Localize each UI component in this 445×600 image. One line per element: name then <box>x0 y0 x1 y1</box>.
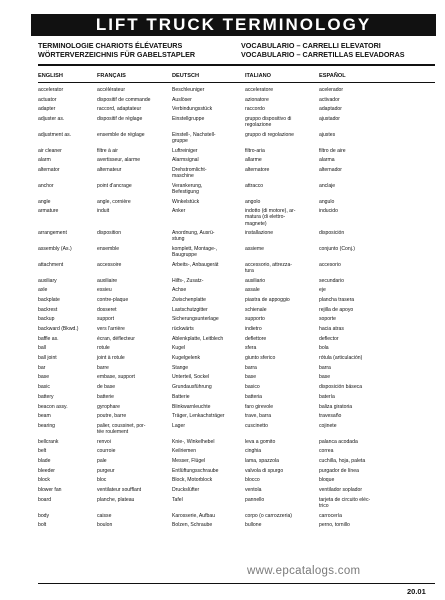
cell-german: komplett, Montage-, Baugruppe <box>172 246 218 259</box>
cell-italian: ventola <box>245 487 262 494</box>
cell-spanish: bloque <box>319 477 335 484</box>
table-row <box>0 87 445 97</box>
cell-english: arrangement <box>38 230 67 237</box>
cell-german: Ablenkplatte, Leitblech <box>172 335 224 342</box>
title-italian: VOCABULARIO – CARRELLI ELEVATORI <box>241 41 381 50</box>
cell-german: Karosserie, Aufbau <box>172 512 216 519</box>
cell-german: Träger, Lenkachsträger <box>172 413 225 420</box>
table-row <box>0 413 445 423</box>
cell-italian: schienale <box>245 306 267 313</box>
cell-english: assembly (As.) <box>38 246 72 252</box>
cell-french: dosseret <box>97 306 117 313</box>
cell-italian: trave, barra <box>245 413 272 420</box>
table-row <box>0 355 445 365</box>
cell-italian: piastra de appoggio <box>245 296 290 303</box>
column-header-spanish: ESPAÑOL <box>319 73 346 79</box>
footer-divider <box>38 583 435 584</box>
cell-italian: faro girevole <box>245 403 274 410</box>
cell-english: axle <box>38 287 48 294</box>
title-french: TERMINOLOGIE CHARIOTS ÉLÉVATEURS <box>38 41 183 50</box>
cell-english: bearing <box>38 422 55 429</box>
cell-english: armature <box>38 208 59 215</box>
cell-spanish: anclaje <box>319 182 336 189</box>
cell-spanish: carrocería <box>319 512 342 519</box>
column-header-divider <box>38 82 435 83</box>
cell-italian: assale <box>245 287 260 294</box>
table-row <box>0 297 445 307</box>
cell-english: adapter <box>38 106 56 113</box>
cell-italian: deflettore <box>245 335 267 342</box>
cell-spanish: alarma <box>319 157 335 164</box>
table-row <box>0 513 445 523</box>
cell-spanish: ajustador <box>319 116 340 123</box>
cell-italian: pannello <box>245 496 265 503</box>
cell-spanish: batería <box>319 393 335 400</box>
cell-french: alternateur <box>97 167 122 174</box>
cell-german: Arbeits-, Anbaugerät <box>172 261 219 268</box>
cell-french: accessoire <box>97 261 122 268</box>
cell-german: Grundausführung <box>172 384 212 391</box>
cell-german: Anordnung, Ausrü- stung <box>172 230 215 243</box>
cell-spanish: tarjeta de circuito eléc- trico <box>319 496 371 509</box>
cell-german: Hilfs-, Zusatz- <box>172 277 204 284</box>
cell-french: planche, plateau <box>97 496 135 503</box>
cell-italian: cuscinetto <box>245 422 268 429</box>
cell-french: barre <box>97 364 109 371</box>
table-row <box>0 97 445 107</box>
cell-german: Beschleuniger <box>172 87 205 93</box>
cell-french: ensemble <box>97 246 120 252</box>
cell-italian: cinghia <box>245 448 262 455</box>
cell-spanish: cuchilla, hoja, paleta <box>319 458 366 465</box>
cell-italian: accessorio, attrezza- tura <box>245 261 292 274</box>
cell-german: Winkelstück <box>172 198 200 205</box>
column-header-italian: ITALIANO <box>245 73 271 79</box>
cell-english: air cleaner <box>38 147 62 154</box>
cell-italian: lama, spazzola <box>245 458 279 465</box>
table-row <box>0 326 445 336</box>
cell-english: blower fan <box>38 487 62 494</box>
cell-spanish: acelerador <box>319 87 344 93</box>
table-row <box>0 458 445 468</box>
cell-spanish: baliza giratoria <box>319 403 353 410</box>
cell-english: backrest <box>38 306 58 313</box>
cell-italian: giunto sferico <box>245 355 276 362</box>
table-row <box>0 157 445 167</box>
table-row <box>0 307 445 317</box>
cell-french: dispositif de commande <box>97 96 151 103</box>
cell-spanish: angulo <box>319 198 335 205</box>
cell-spanish: hacia atras <box>319 326 344 333</box>
cell-english: bleeder <box>38 467 55 474</box>
cell-german: Entlüftungsschraube <box>172 467 219 474</box>
table-row <box>0 345 445 355</box>
table-row <box>0 439 445 449</box>
cell-spanish: base <box>319 374 331 381</box>
cell-german: Zwischenplatte <box>172 296 206 303</box>
cell-english: angle <box>38 198 51 205</box>
cell-french: pale <box>97 458 107 465</box>
cell-english: adjustment as. <box>38 131 72 138</box>
cell-english: beacon assy. <box>38 403 68 410</box>
cell-italian: gruppo di regolazione <box>245 131 294 138</box>
cell-french: ventilateur soufflant <box>97 487 142 494</box>
cell-spanish: eje <box>319 287 326 294</box>
cell-french: renvoi <box>97 438 111 445</box>
cell-italian: allarme <box>245 157 262 164</box>
cell-french: bloc <box>97 477 107 484</box>
cell-italian: sfera <box>245 345 257 352</box>
cell-french: raccord, adaptateur <box>97 106 142 113</box>
cell-english: battery <box>38 393 54 400</box>
cell-italian: filtro-aria <box>245 147 265 154</box>
cell-spanish: purgador de línea <box>319 467 359 474</box>
cell-german: Unterteil, Sockel <box>172 374 210 381</box>
title-german: WÖRTERVERZEICHNIS FÜR GABELSTAPLER <box>38 49 196 59</box>
cell-french: support <box>97 316 114 323</box>
cell-spanish: rótula (articulación) <box>319 355 363 362</box>
cell-german: Bolzen, Schraube <box>172 522 213 529</box>
cell-french: contre-plaque <box>97 296 129 303</box>
cell-french: poutre, barre <box>97 413 127 420</box>
cell-english: alternator <box>38 167 60 174</box>
cell-spanish: bola <box>319 345 329 352</box>
cell-german: Kugelgelenk <box>172 355 201 362</box>
cell-english: alarm <box>38 157 51 164</box>
table-row <box>0 404 445 414</box>
cell-english: anchor <box>38 182 54 189</box>
cell-french: vers l'arrière <box>97 326 125 333</box>
table-row <box>0 199 445 209</box>
column-header-german: DEUTSCH <box>172 73 200 79</box>
cell-french: embase, support <box>97 374 135 381</box>
cell-italian: corpo (o carrozzeria) <box>245 512 292 519</box>
cell-italian: ausiliario <box>245 277 266 284</box>
cell-german: Tafel <box>172 496 183 503</box>
cell-french: batterie <box>97 393 114 400</box>
cell-french: induit <box>97 208 110 215</box>
cell-english: ball joint <box>38 355 57 362</box>
cell-italian: basico <box>245 384 260 391</box>
cell-english: backward (Bkwd.) <box>38 326 79 333</box>
cell-german: Stange <box>172 364 189 371</box>
cell-spanish: adaptador <box>319 106 342 113</box>
cell-english: accelerator <box>38 87 64 93</box>
cell-german: Luftreiniger <box>172 147 198 154</box>
titles-left <box>38 42 195 59</box>
cell-german: Lastschutzgitter <box>172 306 208 313</box>
cell-english: body <box>38 512 50 519</box>
cell-english: blade <box>38 458 51 465</box>
table-row <box>0 468 445 478</box>
cell-french: point d'ancrage <box>97 182 132 189</box>
cell-german: Blinkwarnleuchte <box>172 403 211 410</box>
cell-spanish: filtro de aire <box>319 147 346 154</box>
cell-german: Lager <box>172 422 186 429</box>
cell-german: Kugel <box>172 345 186 352</box>
cell-spanish: deflector <box>319 335 339 342</box>
cell-italian: assieme <box>245 246 264 252</box>
cell-spanish: disposición báseca <box>319 384 363 391</box>
watermark-text: www.epcatalogs.com <box>247 565 361 577</box>
cell-french: courroie <box>97 448 116 455</box>
table-row <box>0 448 445 458</box>
table-row <box>0 106 445 116</box>
cell-french: de base <box>97 384 116 391</box>
cell-italian: bullone <box>245 522 262 529</box>
cell-english: base <box>38 374 50 381</box>
title-spanish: VOCABULARIO – CARRETILLAS ELEVADORAS <box>241 49 405 59</box>
cell-italian: gruppo dispositivo di regolazione <box>245 116 292 129</box>
cell-english: ball <box>38 345 46 352</box>
cell-spanish: activador <box>319 96 340 103</box>
cell-italian: raccordo <box>245 106 265 113</box>
cell-english: attachment <box>38 261 64 268</box>
table-row <box>0 365 445 375</box>
table-row <box>0 148 445 158</box>
table-row <box>0 522 445 532</box>
table-row <box>0 336 445 346</box>
cell-italian: blocco <box>245 477 260 484</box>
cell-spanish: palanca acodada <box>319 438 358 445</box>
cell-french: écran, déflecteur <box>97 335 135 342</box>
table-row <box>0 477 445 487</box>
cell-spanish: plancha trasera <box>319 296 355 303</box>
cell-german: Auslöser <box>172 96 192 103</box>
cell-spanish: inducido <box>319 208 338 215</box>
cell-french: rotule <box>97 345 110 352</box>
table-row <box>0 316 445 326</box>
cell-italian: acceleratore <box>245 87 274 93</box>
titles-right <box>241 42 405 59</box>
table-row <box>0 167 445 183</box>
cell-italian: indietro <box>245 326 262 333</box>
table-row <box>0 374 445 384</box>
cell-english: actuator <box>38 96 57 103</box>
cell-french: auxiliaire <box>97 277 118 284</box>
cell-italian: azionatore <box>245 96 269 103</box>
table-row <box>0 230 445 246</box>
cell-german: Block, Motorblock <box>172 477 213 484</box>
cell-spanish: ventilador soplador <box>319 487 363 494</box>
cell-english: basic <box>38 384 50 391</box>
cell-italian: alternatore <box>245 167 270 174</box>
cell-german: Drehstromlicht- maschine <box>172 167 207 180</box>
cell-french: gyrophare <box>97 403 120 410</box>
cell-german: Verankerung, Befestigung <box>172 182 203 195</box>
table-row <box>0 278 445 288</box>
cell-italian: indotto (di motore), ar- matura (di elettro- magnete) <box>245 208 296 227</box>
cell-english: auxiliary <box>38 277 57 284</box>
table-row <box>0 384 445 394</box>
cell-german: Einstell-, Nachstell- gruppe <box>172 131 216 144</box>
cell-german: Sicherungsunterlage <box>172 316 219 323</box>
table-row <box>0 394 445 404</box>
table-row <box>0 287 445 297</box>
cell-spanish: barra <box>319 364 331 371</box>
cell-italian: batteria <box>245 393 262 400</box>
cell-italian: base <box>245 374 257 381</box>
table-row <box>0 262 445 278</box>
cell-italian: supporto <box>245 316 265 323</box>
cell-french: boulon <box>97 522 113 529</box>
cell-spanish: disposición <box>319 230 345 237</box>
page-banner-title: LIFT TRUCK TERMINOLOGY <box>31 14 436 36</box>
cell-french: filtre à air <box>97 147 118 154</box>
cell-german: Batterie <box>172 393 190 400</box>
cell-english: belt <box>38 448 47 455</box>
cell-german: Druckslüfter <box>172 487 200 494</box>
cell-english: backup <box>38 316 55 323</box>
cell-german: Knie-, Winkelhebel <box>172 438 215 445</box>
cell-french: angle, cornière <box>97 198 131 205</box>
cell-english: board <box>38 496 52 503</box>
table-row <box>0 423 445 439</box>
cell-french: dispositif de réglage <box>97 116 143 123</box>
table-row <box>0 487 445 497</box>
table-row <box>0 132 445 148</box>
table-row <box>0 208 445 230</box>
cell-spanish: cojinete <box>319 422 337 429</box>
cell-french: purgeur <box>97 467 115 474</box>
cell-spanish: rejilla de apoyo <box>319 306 354 313</box>
cell-italian: installazione <box>245 230 274 237</box>
cell-german: rückwärts <box>172 326 194 333</box>
cell-english: beam <box>38 413 51 420</box>
cell-english: block <box>38 477 50 484</box>
cell-spanish: secundario <box>319 277 344 284</box>
cell-french: essieu <box>97 287 112 294</box>
cell-spanish: ajustes <box>319 131 336 138</box>
column-header-english: ENGLISH <box>38 73 63 79</box>
cell-spanish: travesaño <box>319 413 342 420</box>
cell-italian: angolo <box>245 198 261 205</box>
cell-german: Anker <box>172 208 186 215</box>
cell-english: backplate <box>38 296 60 303</box>
cell-german: Keilriemen <box>172 448 197 455</box>
cell-german: Einstellgruppe <box>172 116 205 123</box>
cell-spanish: conjunto (Conj.) <box>319 246 355 252</box>
cell-english: baffle as. <box>38 335 59 342</box>
cell-german: Achse <box>172 287 187 294</box>
terminology-table <box>0 87 445 532</box>
table-row <box>0 246 445 262</box>
page-number: 20.01 <box>407 587 426 596</box>
cell-german: Messer, Flügel <box>172 458 206 465</box>
table-row <box>0 183 445 199</box>
cell-french: ensemble de réglage <box>97 131 145 138</box>
cell-french: accélérateur <box>97 87 126 93</box>
cell-german: Alarmsignal <box>172 157 199 164</box>
cell-french: caisse <box>97 512 112 519</box>
cell-italian: leva a gomito <box>245 438 276 445</box>
cell-spanish: soporte <box>319 316 336 323</box>
cell-french: joint à rotule <box>97 355 125 362</box>
cell-french: disposition <box>97 230 122 237</box>
table-row <box>0 116 445 132</box>
cell-spanish: accesorio <box>319 261 341 268</box>
cell-spanish: alternador <box>319 167 342 174</box>
header-divider <box>38 64 435 66</box>
column-header-french: FRANÇAIS <box>97 73 126 79</box>
cell-english: bellcrank <box>38 438 59 445</box>
cell-italian: barra <box>245 364 257 371</box>
cell-english: adjuster as. <box>38 116 65 123</box>
cell-french: avertisseur, alarme <box>97 157 141 164</box>
cell-french: palier, coussinet, por- tée roulement <box>97 422 146 435</box>
cell-spanish: correa <box>319 448 334 455</box>
cell-spanish: perno, tornillo <box>319 522 350 529</box>
cell-german: Verbindungsstück <box>172 106 213 113</box>
table-row <box>0 497 445 513</box>
cell-italian: attracco <box>245 182 264 189</box>
cell-english: bolt <box>38 522 47 529</box>
cell-english: bar <box>38 364 46 371</box>
cell-italian: valvola di spurgo <box>245 467 284 474</box>
